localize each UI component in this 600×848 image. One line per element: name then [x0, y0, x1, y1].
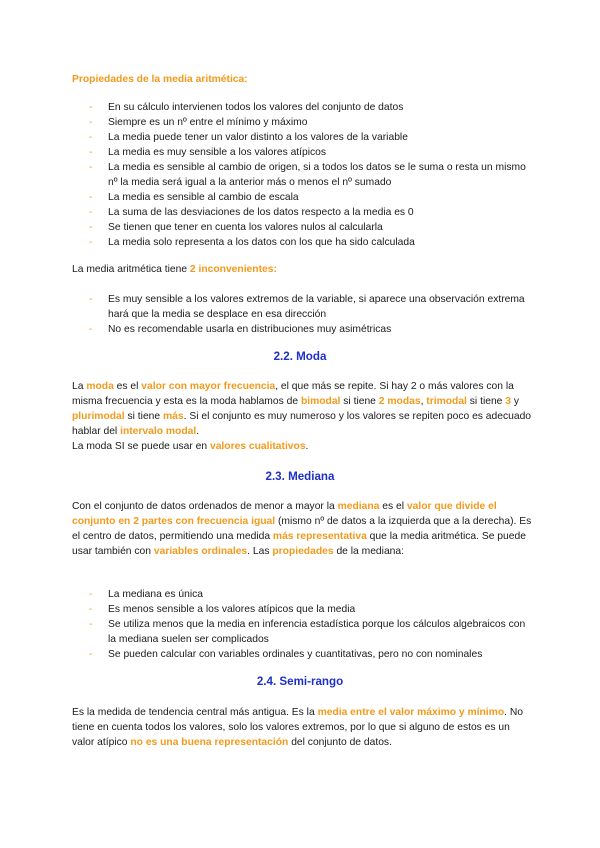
section-title-propiedades: Propiedades de la media aritmética:: [72, 74, 248, 85]
list-item: - Se tienen que tener en cuenta los valores nulos al calcularla: [89, 222, 383, 233]
heading-mediana: 2.3. Mediana: [265, 470, 335, 483]
bullet-dash: -: [89, 132, 93, 143]
mediana-paragraph: Con el conjunto de datos ordenados de menor a mayor la mediana es el valor que divide el conjunto en 2 partes con frecuencia igual (mismo nº de datos a la izquierda que a la derecha). Es el centro de datos, permitiendo una medida más representativa que la media aritmética. Se puede usar también con variables ordinales. Las propiedades de la mediana:: [72, 501, 532, 557]
bullet-dash: -: [89, 294, 93, 305]
bullet-dash: -: [89, 619, 93, 630]
list-item: - La media es sensible al cambio de escala: [89, 192, 299, 203]
list-item: - Es menos sensible a los valores atípicos que la media: [89, 604, 356, 615]
list-item: - Siempre es un nº entre el mínimo y máximo: [89, 117, 308, 128]
inconvenientes-intro: La media aritmética tiene 2 inconvenientes:: [72, 264, 277, 275]
bullet-dash: -: [89, 162, 93, 173]
list-item: - La media es muy sensible a los valores atípicos: [89, 147, 327, 158]
bullet-dash: -: [89, 237, 93, 248]
bullet-dash: -: [89, 589, 93, 600]
list-item: - La suma de las desviaciones de los datos respecto a la media es 0: [89, 207, 414, 218]
mediana-propiedades-list: [72, 587, 532, 662]
bullet-dash: -: [89, 649, 93, 660]
list-item: - En su cálculo intervienen todos los valores del conjunto de datos: [89, 102, 404, 113]
bullet-dash: -: [89, 207, 93, 218]
bullet-dash: -: [89, 147, 93, 158]
list-item: - La media puede tener un valor distinto a los valores de la variable: [89, 132, 408, 143]
heading-moda: 2.2. Moda: [273, 350, 327, 363]
heading-semirango: 2.4. Semi-rango: [256, 675, 344, 688]
inconvenientes-list: [72, 292, 532, 337]
list-item: - La media es sensible al cambio de origen, si a todos los datos se le suma o resta un mismo nº la media será igual a la anterior más o menos el nº sumado: [89, 162, 526, 188]
list-item: - No es recomendable usarla en distribuciones muy asimétricas: [89, 324, 392, 335]
list-item: - Es muy sensible a los valores extremos de la variable, si aparece una observación extrema hará que la media se desplace en esa dirección: [89, 294, 525, 320]
bullet-dash: -: [89, 117, 93, 128]
list-item: - Se pueden calcular con variables ordinales y cuantitativas, pero no con nominales: [89, 649, 483, 660]
moda-paragraph: La moda es el valor con mayor frecuencia, el que más se repite. Si hay 2 o más valores con la misma frecuencia y esta es la moda hablamos de bimodal si tiene 2 modas, trimodal si tiene 3 y plurimodal si tiene más. Si el conjunto es muy numeroso y los valores se repiten poco es adecuado hablar del intervalo modal. La moda SI se puede usar en valores cualitativos.: [72, 381, 532, 452]
bullet-dash: -: [89, 324, 93, 335]
list-item: - La media solo representa a los datos con los que ha sido calculada: [89, 237, 415, 248]
list-item: - Se utiliza menos que la media en inferencia estadística porque los cálculos algebraicos con la mediana suelen ser complicados: [89, 619, 526, 645]
semirango-paragraph: Es la medida de tendencia central más antigua. Es la media entre el valor máximo y mínimo. No tiene en cuenta todos los valores, solo los valores extremos, por lo que si alguno de estos es un valor atípico no es una buena representación del conjunto de datos.: [72, 707, 524, 748]
bullet-dash: -: [89, 222, 93, 233]
bullet-dash: -: [89, 102, 93, 113]
list-item: - La mediana es única: [89, 589, 204, 600]
bullet-dash: -: [89, 604, 93, 615]
bullet-dash: -: [89, 192, 93, 203]
propiedades-list: [72, 100, 532, 250]
